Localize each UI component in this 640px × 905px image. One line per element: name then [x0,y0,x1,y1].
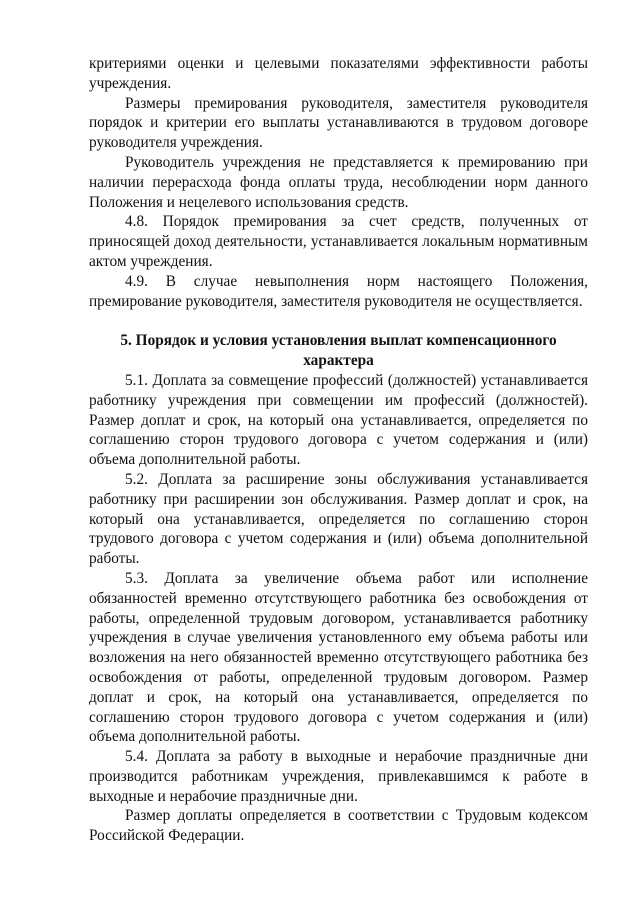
paragraph-5-4: 5.4. Доплата за работу в выходные и нерабочие праздничные дни производится работникам учреждения, привлекавшимся к работе в выходные и нерабочие праздничные дни. [89,748,588,805]
paragraph-4-9: 4.9. В случае невыполнения норм настоящего Положения, премирование руководителя, заместителя руководителя не осуществляется. [89,272,588,310]
document-body [89,54,588,846]
paragraph-4-8: 4.8. Порядок премирования за счет средств, полученных от приносящей доход деятельности, устанавливается локальным нормативным актом учреждения. [89,213,588,270]
paragraph-5-4-size: Размер доплаты определяется в соответствии с Трудовым кодексом Российской Федерации. [89,807,588,845]
section-5-heading: 5. Порядок и условия установления выплат компенсационного характера [120,332,557,370]
paragraph-bonus-size: Размеры премирования руководителя, заместителя руководителя порядок и критерии его выплаты устанавливаются в трудовом договоре руководителя учреждения. [89,94,588,152]
spacer [89,311,588,331]
paragraph-5-3: 5.3. Доплата за увеличение объема работ или исполнение обязанностей временно отсутствующего работника без освобождения от работы, определенной трудовым договором, устанавливается работнику учреждения в случае увеличения установленного ему объема работы или возложения на него обязанностей временно отсутствующего работника без освобождения от работы, определенной трудовым договором. Размер доплат и срок, на который она устанавливается, определяется по соглашению сторон трудового договора с учетом содержания и (или) объема дополнительной работы. [89,569,588,746]
paragraph-bonus-restriction: Руководитель учреждения не представляется к премированию при наличии перерасхода фонда оплаты труда, несоблюдении норм данного Положения и нецелевого использования средств. [89,153,588,211]
paragraph-5-1: 5.1. Доплата за совмещение профессий (должностей) устанавливается работнику учреждения при совмещении им профессий (должностей). Размер доплат и срок, на который она устанавливается, определяется по соглашению сторон трудового договора с учетом содержания и (или) объема дополнительной работы. [89,371,588,469]
paragraph-continuation: критериями оценки и целевыми показателями эффективности работы учреждения. [89,55,588,92]
paragraph-5-2: 5.2. Доплата за расширение зоны обслуживания устанавливается работнику при расширении зон обслуживания. Размер доплат и срок, на который она устанавливается, определяется по соглашению сторон трудового договора с учетом содержания и (или) объема дополнительной работы. [89,470,588,568]
